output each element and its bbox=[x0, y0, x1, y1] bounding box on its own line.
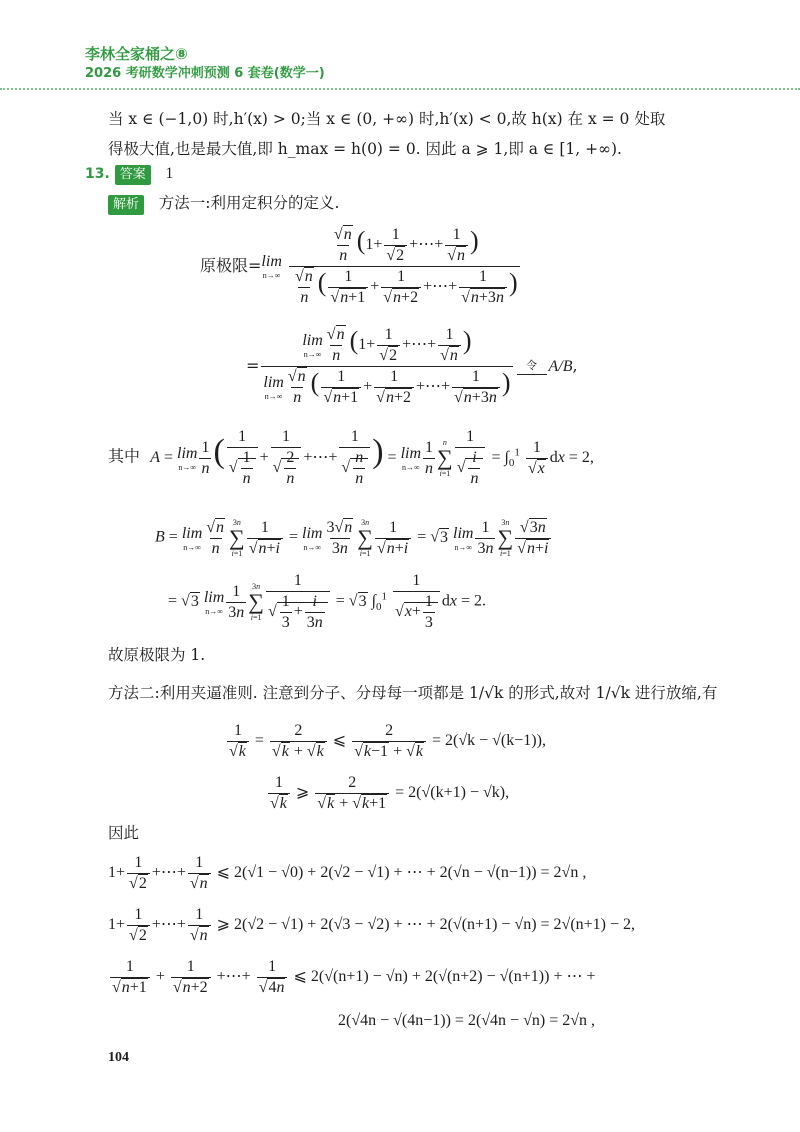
answer-value: 1 bbox=[165, 165, 174, 182]
ineq2-rhs: 2(√(k+1) − √k), bbox=[408, 784, 510, 802]
book-title: 2026 考研数学冲刺预测 6 套卷(数学一) bbox=[85, 66, 325, 81]
original-limit-label: 原极限 bbox=[200, 256, 249, 275]
answer-row bbox=[85, 162, 173, 185]
therefore-label: 因此 bbox=[108, 824, 140, 842]
original-limit-equation: 原极限= lim n→∞ $\frac{√n}{n}$ (1+ $\frac{1}{√2}$ +⋯+ $\frac{1}{√n}$ ) $\frac{√n}{n}$ ( $\frac{1}{√n+1}$ + $\frac{1}{√n+2}$ +⋯+ $\frac{1}{√n+3n}$ ) bbox=[200, 226, 518, 306]
sum1-rhs: 2(√1 − √0) + 2(√2 − √1) + ⋯ + 2(√n − √(n−1)) = 2√n , bbox=[234, 864, 587, 882]
sum-inequality-3-continued: 2(√4n − √(4n−1)) = 2(√4n − √n) = 2√n , bbox=[338, 1012, 595, 1029]
sum-inequality-2: 1+ $\frac{1}{√2}$ +⋯+ $\frac{1}{√n}$ ⩾ 2(√2 − √1) + 2(√3 − √2) + ⋯ + 2(√(n+1) − √n) = 2√(n+1) − 2, bbox=[108, 906, 636, 944]
method1-title: 方法一:利用定积分的定义. bbox=[158, 194, 340, 212]
B-equation-line-1: B = lim n→∞ $\frac{√n}{n}$ 3n ∑ i=1 $\frac{1}{√n+i}$ = lim n→∞ $\frac{3√n}{3n}$ 3n ∑ i=1 $\frac{1}{√n+i}$ = √3 lim n→∞ $\frac{1}{3n}$ 3n ∑ i=1 $\frac{√3n}{√n+i}$ bbox=[155, 518, 553, 558]
ratio-label: A/B bbox=[548, 358, 573, 375]
intro-line-1: 当 x ∈ (−1,0) 时,h′(x) > 0;当 x ∈ (0, +∞) 时,h′(x) < 0,故 h(x) 在 x = 0 处取 bbox=[108, 110, 666, 128]
A-equation: 其中 A = lim n→∞ $\frac{1}{n}$ ( 1 √ $\frac{1}{n}$ + 1 √ $\frac{2}{n}$ +⋯+ 1 √ $\frac{n}{n}$ ) = lim n→∞ $\frac{1}{n}$ n ∑ i=1 1 √ $\frac{i}{n}$ = $\int_0^1$ $\frac{1}{√x}$ dx = 2, bbox=[108, 428, 594, 487]
conclusion-line: 故原极限为 1. bbox=[108, 646, 206, 664]
analysis-tag: 解析 bbox=[108, 195, 144, 215]
result-B: 2 bbox=[474, 592, 483, 610]
analysis-row bbox=[108, 192, 339, 215]
header-divider bbox=[0, 88, 800, 90]
sum-inequality-3: $\frac{1}{√n+1}$ + $\frac{1}{√n+2}$ +⋯+ $\frac{1}{√4n}$ ⩽ 2(√(n+1) − √n) + 2(√(n+2) − √(n+1)) + ⋯ + bbox=[112, 958, 596, 996]
intro-line-2: 得极大值,也是最大值,即 h_max = h(0) = 0. 因此 a ⩾ 1,即 a ∈ [1, +∞). bbox=[108, 140, 622, 158]
inequality-2: $\frac{1}{√k}$ ⩾ $\frac{2}{√k + √k+1}$ = 2(√(k+1) − √k), bbox=[270, 774, 510, 812]
let-label: 令 bbox=[526, 359, 537, 372]
B-equation-line-2: = √3 lim n→∞ $\frac{1}{3n}$ 3n ∑ i=1 1 √ $\frac{1}{3}$ + $\frac{i}{3n}$ = √3 $\int_0^1$ 1 √x+ $\frac{1}{3}$ dx = 2. bbox=[168, 572, 487, 631]
sum-inequality-1: 1+ $\frac{1}{√2}$ +⋯+ $\frac{1}{√n}$ ⩽ 2(√1 − √0) + 2(√2 − √1) + ⋯ + 2(√n − √(n−1)) = 2√n , bbox=[108, 854, 587, 892]
answer-tag: 答案 bbox=[115, 165, 151, 185]
question-number: 13. bbox=[85, 166, 110, 182]
split-limit-equation: = lim n→∞ $\frac{√n}{n}$ (1+ $\frac{1}{√2}$ +⋯+ $\frac{1}{√n}$ ) lim n→∞ $\frac{√n}{n}$ ( $\frac{1}{√n+1}$ + $\frac{1}{√n+2}$ +⋯+ $\frac{1}{√n+3n}$ ) 令 A/B, bbox=[246, 326, 578, 406]
where-label: 其中 bbox=[108, 446, 141, 466]
sum2-rhs: 2(√2 − √1) + 2(√3 − √2) + ⋯ + 2(√(n+1) − √n) = 2√(n+1) − 2, bbox=[234, 916, 636, 934]
page-number: 104 bbox=[108, 1050, 129, 1065]
running-header bbox=[85, 44, 325, 84]
sum3-rhs: 2(√(n+1) − √n) + 2(√(n+2) − √(n+1)) + ⋯ + bbox=[310, 968, 596, 986]
result-A: 2 bbox=[581, 448, 590, 466]
series-title: 李林全家桶之⑧ bbox=[85, 45, 188, 63]
inequality-1: $\frac{1}{√k}$ = $\frac{2}{√k + √k}$ ⩽ $\frac{2}{√k-1 + √k}$ = 2(√k − √(k−1)), bbox=[229, 722, 546, 760]
ineq1-rhs: 2(√k − √(k−1)), bbox=[445, 732, 546, 750]
method2-text: 方法二:利用夹逼准则. 注意到分子、分母每一项都是 1/√k 的形式,故对 1/√k 进行放缩,有 bbox=[108, 684, 718, 702]
